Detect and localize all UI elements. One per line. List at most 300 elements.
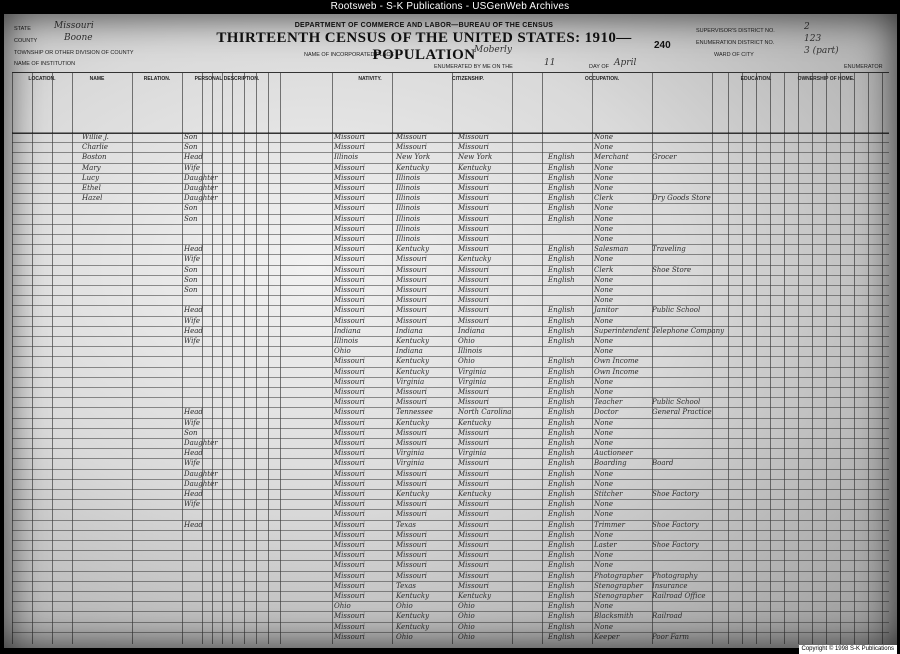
grid-row-rule	[12, 560, 889, 561]
entry-occupation: Laster	[594, 541, 617, 549]
enumeration-label: ENUMERATION DISTRICT NO.	[696, 40, 775, 46]
entry-birth: Missouri	[334, 184, 365, 192]
entry-lang: English	[548, 428, 575, 437]
header-column-rule	[854, 73, 855, 133]
entry-birth: Missouri	[334, 296, 365, 305]
entry-occupation: Doctor	[594, 408, 619, 417]
grid-row-rule	[12, 326, 889, 327]
grid-row-rule	[12, 581, 889, 582]
entry-birth: Missouri	[334, 408, 365, 417]
entry-mother: Missouri	[458, 316, 489, 325]
grid-column-rule	[826, 132, 827, 644]
entry-birth: Missouri	[334, 500, 365, 509]
entry-mother: Missouri	[458, 194, 489, 203]
grid-column-rule	[784, 132, 785, 644]
grid-row-rule	[12, 254, 889, 255]
grid-column-rule	[244, 132, 245, 644]
header-column-rule	[212, 73, 213, 133]
entry-father: Missouri	[396, 133, 427, 141]
entry-occupation: None	[594, 275, 613, 284]
header-column-rule	[770, 73, 771, 133]
entry-lang: English	[548, 592, 575, 600]
entry-mother: Virginia	[458, 449, 487, 458]
enumerated-label: ENUMERATED BY ME ON THE	[434, 64, 513, 70]
entry-mother: Ohio	[458, 337, 475, 345]
header-column-rule	[392, 73, 393, 133]
entry-mother: Missouri	[458, 541, 489, 549]
entry-occupation: Clerk	[594, 265, 614, 274]
entry-father: Missouri	[396, 296, 427, 305]
entry-birth: Missouri	[334, 571, 365, 580]
entry-birth: Missouri	[334, 449, 365, 458]
entry-father: Texas	[396, 520, 416, 529]
entry-lang: English	[548, 632, 575, 641]
grid-row-rule	[12, 601, 889, 602]
entry-industry: Poor Farm	[652, 632, 689, 641]
entry-industry: Shoe Factory	[652, 520, 699, 529]
entry-occupation: None	[594, 204, 613, 213]
entry-mother: Missouri	[458, 265, 489, 274]
header-column-rule	[280, 73, 281, 133]
grid-row-rule	[12, 387, 889, 388]
grid-column-rule	[52, 132, 53, 644]
entry-relation: Son	[184, 428, 198, 437]
entry-birth: Missouri	[334, 418, 365, 427]
entry-mother: Kentucky	[458, 490, 492, 498]
entry-relation: Son	[184, 286, 198, 294]
entry-birth: Missouri	[334, 561, 365, 570]
entry-relation: Head	[184, 153, 203, 162]
entry-mother: Illinois	[458, 347, 483, 356]
entry-birth: Missouri	[334, 632, 365, 641]
grid-column-rule	[132, 132, 133, 644]
entry-lang: English	[548, 581, 575, 590]
supervisor-label: SUPERVISOR'S DISTRICT NO.	[696, 28, 775, 34]
enumerated-month: April	[614, 58, 637, 68]
grid-row-rule	[12, 244, 889, 245]
grid-column-rule	[182, 132, 183, 644]
entry-lang: English	[548, 602, 575, 611]
entry-relation: Head	[184, 326, 203, 335]
grid-row-rule	[12, 336, 889, 337]
entry-birth: Missouri	[334, 235, 365, 243]
entry-relation: Daughter	[184, 194, 218, 203]
entry-birth: Missouri	[334, 490, 365, 498]
entry-mother: Missouri	[458, 275, 489, 284]
entry-mother: Missouri	[458, 459, 489, 468]
entry-birth: Illinois	[334, 153, 359, 162]
header-column-rule	[826, 73, 827, 133]
entry-relation: Wife	[184, 418, 201, 427]
header-column-rule	[592, 73, 593, 133]
entry-name: Boston	[82, 153, 107, 162]
entry-mother: Missouri	[458, 286, 489, 294]
entry-birth: Missouri	[334, 592, 365, 600]
entry-father: Illinois	[396, 204, 421, 213]
entry-birth: Ohio	[334, 602, 351, 611]
entry-birth: Missouri	[334, 439, 365, 447]
entry-lang: English	[548, 520, 575, 529]
entry-industry: Traveling	[652, 245, 686, 254]
entry-birth: Missouri	[334, 510, 365, 519]
entry-industry: Dry Goods Store	[652, 194, 711, 203]
entry-occupation: None	[594, 143, 613, 152]
grid-row-rule	[12, 469, 889, 470]
entry-lang: English	[548, 418, 575, 427]
entry-lang: English	[548, 214, 575, 223]
entry-occupation: None	[594, 439, 613, 447]
entry-birth: Missouri	[334, 163, 365, 172]
entry-birth: Missouri	[334, 612, 365, 621]
grid-row-rule	[12, 193, 889, 194]
entry-birth: Missouri	[334, 428, 365, 437]
entry-father: Missouri	[396, 439, 427, 447]
entry-lang: English	[548, 510, 575, 519]
entry-relation: Wife	[184, 337, 201, 345]
entry-father: Illinois	[396, 184, 421, 192]
entry-relation: Son	[184, 214, 198, 223]
grid-column-rule	[32, 132, 33, 644]
entry-industry: Grocer	[652, 153, 677, 162]
entry-industry: Railroad Office	[652, 592, 706, 600]
entry-lang: English	[548, 245, 575, 254]
state-label: STATE	[14, 26, 31, 32]
entry-occupation: None	[594, 286, 613, 294]
grid-column-rule	[712, 132, 713, 644]
entry-industry: Telephone Company	[652, 326, 725, 335]
entry-birth: Missouri	[334, 367, 365, 376]
grid-row-rule	[12, 183, 889, 184]
grid-column-rule	[868, 132, 869, 644]
entry-mother: Missouri	[458, 224, 489, 233]
form-title-block	[214, 22, 634, 64]
grid-column-rule	[542, 132, 543, 644]
header-column-rule	[840, 73, 841, 133]
entry-mother: Missouri	[458, 571, 489, 580]
entry-birth: Missouri	[334, 388, 365, 396]
entry-lang: English	[548, 184, 575, 192]
grid-row-rule	[12, 407, 889, 408]
census-sheet	[4, 14, 897, 648]
entry-mother: Missouri	[458, 520, 489, 529]
grid-column-rule	[728, 132, 729, 644]
day-of-label: DAY OF	[589, 64, 609, 70]
grid-row-rule	[12, 530, 889, 531]
grid-row-rule	[12, 591, 889, 592]
grid-row-rule	[12, 173, 889, 174]
entry-birth: Missouri	[334, 194, 365, 203]
grid-row-rule	[12, 203, 889, 204]
grid-row-rule	[12, 316, 889, 317]
entry-lang: English	[548, 194, 575, 203]
entry-lang: English	[548, 173, 575, 182]
header-column-rule	[798, 73, 799, 133]
entry-occupation: None	[594, 255, 613, 264]
entry-father: Ohio	[396, 632, 413, 641]
entry-industry: Public School	[652, 306, 701, 315]
entry-father: Ohio	[396, 602, 413, 611]
entry-industry: Shoe Store	[652, 265, 692, 274]
grid-row-rule	[12, 346, 889, 347]
entry-mother: Kentucky	[458, 418, 492, 427]
grid-row-rule	[12, 489, 889, 490]
entry-mother: North Carolina	[458, 408, 512, 417]
entry-birth: Missouri	[334, 143, 365, 152]
entry-father: Kentucky	[396, 622, 430, 631]
grid-row-rule	[12, 611, 889, 612]
entry-mother: Missouri	[458, 173, 489, 182]
census-title: THIRTEENTH CENSUS OF THE UNITED STATES: 1910—POPULATION	[216, 30, 632, 63]
entry-relation: Head	[184, 449, 203, 458]
entry-lang: English	[548, 479, 575, 488]
entry-relation: Son	[184, 143, 198, 152]
entry-birth: Missouri	[334, 204, 365, 213]
header-column-rule	[232, 73, 233, 133]
grid-column-rule	[332, 132, 333, 644]
entry-relation: Head	[184, 520, 203, 529]
grid-column-rule	[256, 132, 257, 644]
entry-occupation: Stitcher	[594, 490, 623, 498]
entry-mother: Missouri	[458, 581, 489, 590]
column-heading: RELATION.	[143, 76, 171, 82]
enumerator-label: ENUMERATOR	[844, 64, 883, 70]
entry-relation: Son	[184, 275, 198, 284]
entry-father: Kentucky	[396, 245, 430, 254]
header-column-rule	[812, 73, 813, 133]
entry-lang: English	[548, 255, 575, 264]
entry-relation: Son	[184, 265, 198, 274]
header-column-rule	[728, 73, 729, 133]
entry-industry: Shoe Factory	[652, 541, 699, 549]
grid-column-rule	[72, 132, 73, 644]
entry-relation: Head	[184, 245, 203, 254]
entry-birth: Missouri	[334, 551, 365, 560]
header-column-rule	[652, 73, 653, 133]
entry-relation: Wife	[184, 163, 201, 172]
entry-birth: Missouri	[334, 520, 365, 529]
entry-father: Missouri	[396, 306, 427, 315]
grid-row-rule	[12, 163, 889, 164]
grid-column-rule	[652, 132, 653, 644]
entry-father: Missouri	[396, 541, 427, 549]
grid-row-rule	[12, 132, 889, 133]
entry-father: Indiana	[396, 347, 423, 356]
column-heading: PERSONAL DESCRIPTION.	[194, 76, 260, 82]
header-column-rule	[756, 73, 757, 133]
entry-lang: English	[548, 326, 575, 335]
entry-birth: Missouri	[334, 530, 365, 539]
grid-column-rule	[512, 132, 513, 644]
entry-father: Illinois	[396, 214, 421, 223]
entry-occupation: Photographer	[594, 571, 643, 580]
entry-occupation: None	[594, 214, 613, 223]
entry-relation: Wife	[184, 459, 201, 468]
entry-birth: Missouri	[334, 622, 365, 631]
entry-father: Missouri	[396, 479, 427, 488]
entry-birth: Missouri	[334, 306, 365, 315]
entry-occupation: None	[594, 510, 613, 519]
entry-occupation: None	[594, 133, 613, 141]
entry-lang: English	[548, 153, 575, 162]
entry-mother: Virginia	[458, 377, 487, 386]
entry-birth: Missouri	[334, 173, 365, 182]
entry-lang: English	[548, 541, 575, 549]
entry-mother: Missouri	[458, 530, 489, 539]
grid-row-rule	[12, 397, 889, 398]
entry-occupation: Boarding	[594, 459, 627, 468]
entry-birth: Missouri	[334, 224, 365, 233]
entry-birth: Missouri	[334, 255, 365, 264]
county-label: COUNTY	[14, 38, 38, 44]
entry-industry: Board	[652, 459, 674, 468]
entry-mother: Missouri	[458, 204, 489, 213]
entry-lang: English	[548, 377, 575, 386]
header-column-rule	[256, 73, 257, 133]
entry-mother: Missouri	[458, 133, 489, 141]
entry-birth: Missouri	[334, 357, 365, 366]
entry-father: Kentucky	[396, 592, 430, 600]
entry-birth: Missouri	[334, 459, 365, 468]
entry-occupation: Clerk	[594, 194, 614, 203]
entry-birth: Missouri	[334, 398, 365, 407]
entry-lang: English	[548, 163, 575, 172]
header-column-rule	[12, 73, 13, 133]
entry-father: Illinois	[396, 194, 421, 203]
entry-lang: English	[548, 612, 575, 621]
entry-occupation: None	[594, 224, 613, 233]
grid-row-rule	[12, 520, 889, 521]
entry-lang: English	[548, 490, 575, 498]
entry-father: Missouri	[396, 316, 427, 325]
copyright-notice: Copyright © 1998 S-K Publications	[799, 645, 897, 654]
enumeration-value: 123	[804, 34, 822, 44]
entry-lang: English	[548, 316, 575, 325]
entry-birth: Missouri	[334, 316, 365, 325]
entry-mother: Missouri	[458, 398, 489, 407]
entry-occupation: None	[594, 622, 613, 631]
header-column-rule	[132, 73, 133, 133]
entry-occupation: Stenographer	[594, 581, 643, 590]
grid-column-rule	[840, 132, 841, 644]
grid-row-rule	[12, 214, 889, 215]
header-column-rule	[244, 73, 245, 133]
header-column-rule	[222, 73, 223, 133]
grid-column-rule	[812, 132, 813, 644]
sheet-number: 240	[654, 40, 671, 51]
entry-father: Missouri	[396, 500, 427, 509]
entry-occupation: None	[594, 428, 613, 437]
entry-occupation: None	[594, 184, 613, 192]
enumerated-day: 11	[544, 58, 556, 68]
entry-lang: English	[548, 275, 575, 284]
entry-birth: Missouri	[334, 245, 365, 254]
entry-birth: Indiana	[334, 326, 361, 335]
entry-lang: English	[548, 398, 575, 407]
entry-father: Missouri	[396, 469, 427, 478]
entry-mother: Ohio	[458, 622, 475, 631]
header-column-rule	[712, 73, 713, 133]
entry-lang: English	[548, 337, 575, 345]
entry-occupation: None	[594, 316, 613, 325]
entry-father: Missouri	[396, 551, 427, 560]
entry-father: Missouri	[396, 286, 427, 294]
entry-father: Missouri	[396, 265, 427, 274]
grid-row-rule	[12, 295, 889, 296]
entry-relation: Daughter	[184, 469, 218, 478]
grid-row-rule	[12, 367, 889, 368]
entry-mother: Missouri	[458, 469, 489, 478]
entry-lang: English	[548, 469, 575, 478]
grid-row-rule	[12, 418, 889, 419]
institution-label: NAME OF INSTITUTION	[14, 61, 76, 67]
entry-father: Kentucky	[396, 357, 430, 366]
grid-column-rule	[770, 132, 771, 644]
column-header-row	[12, 72, 889, 134]
entry-father: Texas	[396, 581, 416, 590]
grid-column-rule	[742, 132, 743, 644]
entry-occupation: None	[594, 561, 613, 570]
entry-mother: Missouri	[458, 235, 489, 243]
entry-father: Virginia	[396, 459, 425, 468]
entry-lang: English	[548, 500, 575, 509]
column-heading: OCCUPATION.	[584, 76, 620, 82]
entry-industry: Insurance	[652, 581, 688, 590]
incorporated-place-label: NAME OF INCORPORATED PLACE	[304, 52, 395, 58]
entry-father: Missouri	[396, 388, 427, 396]
entry-industry: Public School	[652, 398, 701, 407]
header-column-rule	[72, 73, 73, 133]
entry-industry: General Practice	[652, 408, 712, 417]
grid-column-rule	[854, 132, 855, 644]
grid-row-rule	[12, 305, 889, 306]
header-column-rule	[32, 73, 33, 133]
column-heading: CITIZENSHIP.	[452, 76, 484, 82]
header-column-rule	[182, 73, 183, 133]
entry-father: Missouri	[396, 143, 427, 152]
entry-occupation: None	[594, 163, 613, 172]
header-column-rule	[784, 73, 785, 133]
entry-occupation: Keeper	[594, 632, 620, 641]
grid-column-rule	[232, 132, 233, 644]
entry-birth: Missouri	[334, 275, 365, 284]
grid-row-rule	[12, 479, 889, 480]
entry-father: Missouri	[396, 571, 427, 580]
entry-name: Hazel	[82, 194, 103, 203]
entry-father: Illinois	[396, 235, 421, 243]
entry-relation: Wife	[184, 316, 201, 325]
entry-occupation: None	[594, 602, 613, 611]
grid-row-rule	[12, 540, 889, 541]
entry-mother: Missouri	[458, 561, 489, 570]
grid-row-rule	[12, 509, 889, 510]
entry-mother: Kentucky	[458, 255, 492, 264]
entry-occupation: Salesman	[594, 245, 629, 254]
entry-father: Missouri	[396, 398, 427, 407]
entry-name: Willie J.	[82, 133, 109, 141]
grid-row-rule	[12, 142, 889, 143]
entry-father: Indiana	[396, 326, 423, 335]
entry-occupation: None	[594, 530, 613, 539]
entry-father: Kentucky	[396, 163, 430, 172]
grid-column-rule	[202, 132, 203, 644]
entry-name: Mary	[82, 163, 101, 172]
entry-relation: Daughter	[184, 439, 218, 447]
entry-father: Kentucky	[396, 418, 430, 427]
grid-row-rule	[12, 632, 889, 633]
grid-row-rule	[12, 571, 889, 572]
entry-lang: English	[548, 571, 575, 580]
entry-occupation: None	[594, 418, 613, 427]
